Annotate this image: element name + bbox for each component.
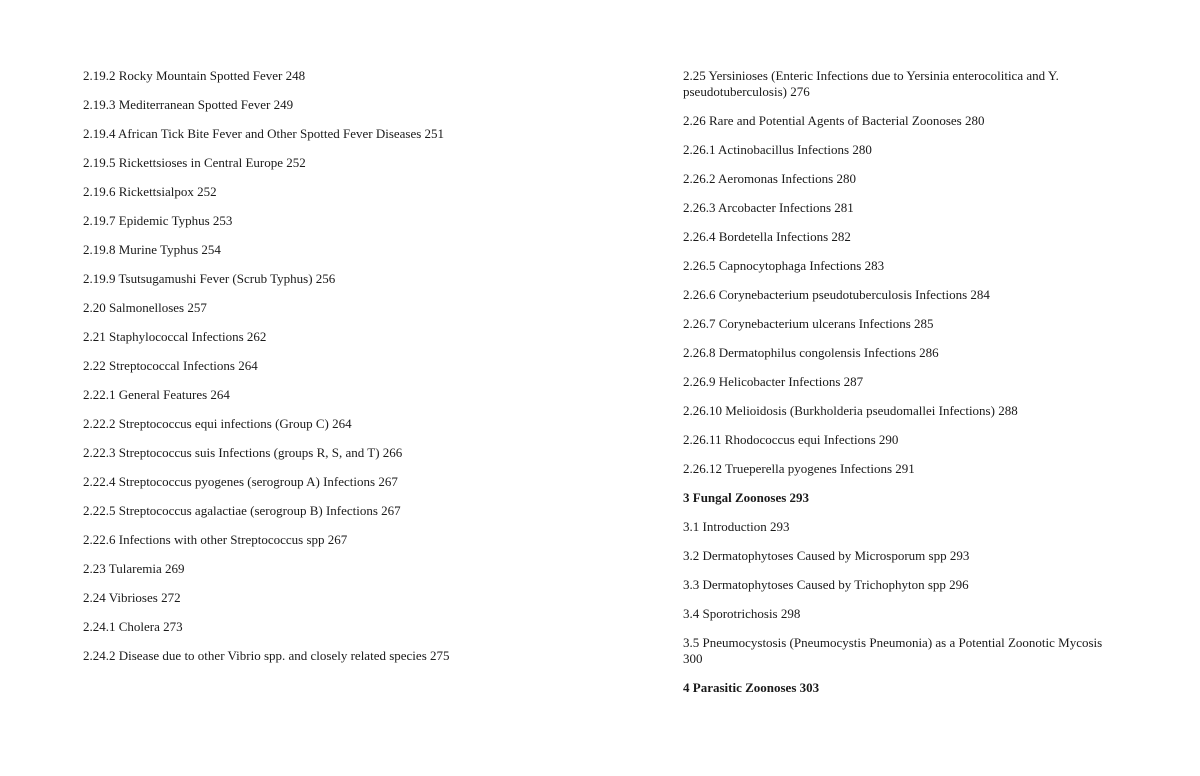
toc-entry: 2.21 Staphylococcal Infections 262 (83, 329, 267, 344)
toc-entry: 2.22.2 Streptococcus equi infections (Group C) 264 (83, 416, 352, 431)
toc-left-column (83, 68, 603, 677)
toc-entry: 3.3 Dermatophytoses Caused by Trichophyton spp 296 (683, 577, 969, 592)
toc-entry: 2.22.1 General Features 264 (83, 387, 230, 402)
toc-entry: 2.23 Tularemia 269 (83, 561, 185, 576)
toc-entry: 2.26.5 Capnocytophaga Infections 283 (683, 258, 885, 273)
toc-entry: 2.19.7 Epidemic Typhus 253 (83, 213, 233, 228)
toc-chapter-heading: 3 Fungal Zoonoses 293 (683, 490, 810, 505)
toc-entry: 2.22.5 Streptococcus agalactiae (serogroup B) Infections 267 (83, 503, 401, 518)
toc-entry: 2.26.3 Arcobacter Infections 281 (683, 200, 854, 215)
toc-entry: 2.24.2 Disease due to other Vibrio spp. and closely related species 275 (83, 648, 450, 663)
toc-entry: 2.22.4 Streptococcus pyogenes (serogroup A) Infections 267 (83, 474, 398, 489)
toc-entry: 2.26.12 Trueperella pyogenes Infections 291 (683, 461, 915, 476)
toc-entry: 2.26.7 Corynebacterium ulcerans Infections 285 (683, 316, 934, 331)
toc-entry: 2.19.5 Rickettsioses in Central Europe 252 (83, 155, 306, 170)
toc-entry: 2.19.6 Rickettsialpox 252 (83, 184, 217, 199)
toc-chapter-heading: 4 Parasitic Zoonoses 303 (683, 680, 820, 695)
toc-entry: 2.22.3 Streptococcus suis Infections (groups R, S, and T) 266 (83, 445, 403, 460)
toc-entry: 3.2 Dermatophytoses Caused by Microsporum spp 293 (683, 548, 970, 563)
toc-entry: 2.26.4 Bordetella Infections 282 (683, 229, 851, 244)
toc-entry: 2.19.3 Mediterranean Spotted Fever 249 (83, 97, 294, 112)
toc-entry: 2.26.10 Melioidosis (Burkholderia pseudomallei Infections) 288 (683, 403, 1018, 418)
toc-entry: 2.19.4 African Tick Bite Fever and Other Spotted Fever Diseases 251 (83, 126, 445, 141)
toc-entry: 2.22 Streptococcal Infections 264 (83, 358, 258, 373)
toc-entry: 2.26.9 Helicobacter Infections 287 (683, 374, 864, 389)
toc-entry: 2.19.8 Murine Typhus 254 (83, 242, 221, 257)
toc-entry: 2.24 Vibrioses 272 (83, 590, 181, 605)
toc-entry: 2.26.6 Corynebacterium pseudotuberculosis Infections 284 (683, 287, 990, 302)
toc-entry: 2.26 Rare and Potential Agents of Bacterial Zoonoses 280 (683, 113, 985, 128)
toc-entry: 2.26.2 Aeromonas Infections 280 (683, 171, 856, 186)
toc-entry: 2.19.2 Rocky Mountain Spotted Fever 248 (83, 68, 306, 83)
toc-entry: 3.1 Introduction 293 (683, 519, 790, 534)
toc-entry: 2.26.8 Dermatophilus congolensis Infections 286 (683, 345, 939, 360)
toc-entry: 3.4 Sporotrichosis 298 (683, 606, 801, 621)
toc-entry: 2.20 Salmonelloses 257 (83, 300, 207, 315)
toc-entry: 2.26.1 Actinobacillus Infections 280 (683, 142, 872, 157)
toc-entry: 2.24.1 Cholera 273 (83, 619, 183, 634)
toc-entry: 2.25 Yersinioses (Enteric Infections due to Yersinia enterocolitica and Y. pseudotuberculosis) 276 (683, 68, 1059, 99)
toc-entry: 2.26.11 Rhodococcus equi Infections 290 (683, 432, 899, 447)
toc-entry: 2.22.6 Infections with other Streptococcus spp 267 (83, 532, 348, 547)
toc-right-column (683, 68, 1123, 709)
toc-entry: 3.5 Pneumocystosis (Pneumocystis Pneumonia) as a Potential Zoonotic Mycosis 300 (683, 635, 1103, 666)
toc-entry: 2.19.9 Tsutsugamushi Fever (Scrub Typhus) 256 (83, 271, 336, 286)
